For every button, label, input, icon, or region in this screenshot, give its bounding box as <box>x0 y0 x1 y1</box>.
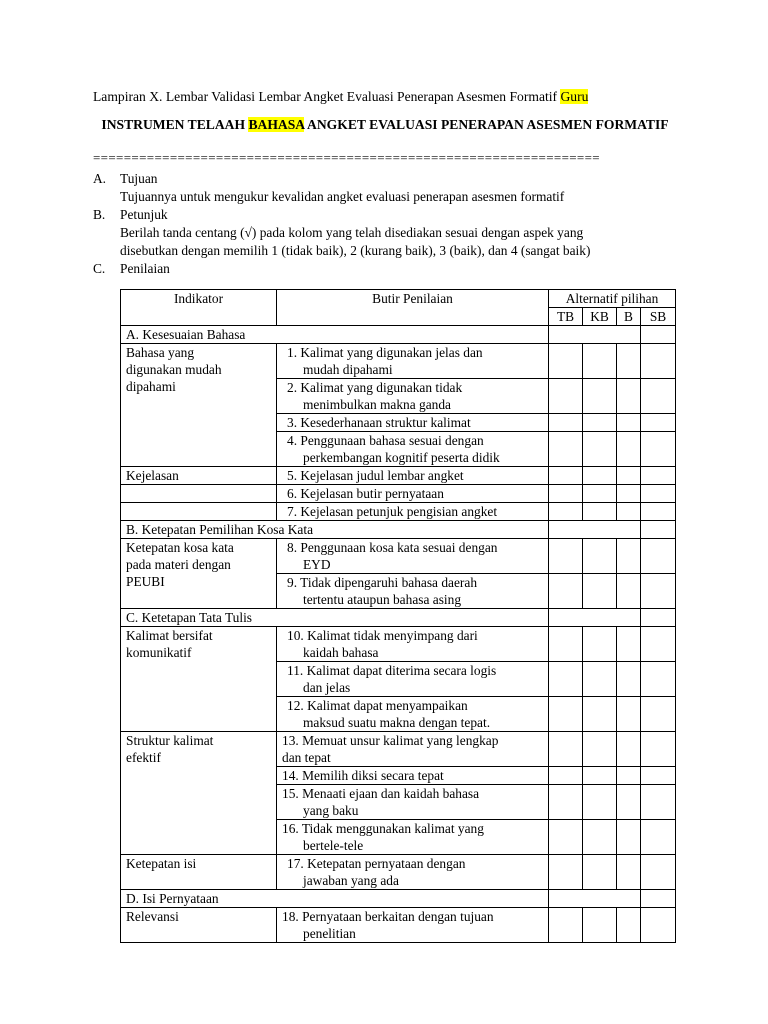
item-4-line1: 4. Penggunaan bahasa sesuai dengan <box>287 433 484 448</box>
item-1-line2: mudah dipahami <box>303 362 393 377</box>
item-2-line2: menimbulkan makna ganda <box>303 397 451 412</box>
item-10 <box>277 627 549 662</box>
option-b: B <box>617 308 641 326</box>
checkbox-15-tb[interactable] <box>549 785 583 820</box>
checkbox-7-b[interactable] <box>617 503 641 521</box>
checkbox-11-kb[interactable] <box>583 662 617 697</box>
option-kb: KB <box>583 308 617 326</box>
checkbox-15-b[interactable] <box>617 785 641 820</box>
checkbox-4-b[interactable] <box>617 432 641 467</box>
item-9-line1: 9. Tidak dipengaruhi bahasa daerah <box>287 575 478 590</box>
section-b-label: B. <box>93 207 106 222</box>
item-15-line2: yang baku <box>303 803 359 818</box>
table-row <box>121 485 676 503</box>
item-12-line1: 12. Kalimat dapat menyampaikan <box>287 698 468 713</box>
checkbox-9-sb[interactable] <box>641 574 676 609</box>
item-11-line1: 11. Kalimat dapat diterima secara logis <box>287 663 497 678</box>
item-11-line2: dan jelas <box>303 680 351 695</box>
item-1 <box>277 344 549 379</box>
table-row <box>121 908 676 943</box>
item-14-line1: 14. Memilih diksi secara tepat <box>282 768 444 783</box>
indikator-efektif-line1: Struktur kalimat <box>126 733 214 748</box>
indikator-relevansi: Relevansi <box>121 908 277 943</box>
section-a-label: A. <box>93 171 107 186</box>
checkbox-5-tb[interactable] <box>549 467 583 485</box>
table-row <box>121 627 676 662</box>
checkbox-13-sb[interactable] <box>641 732 676 767</box>
checkbox-17-kb[interactable] <box>583 855 617 890</box>
indikator-kosakata-line3: PEUBI <box>126 574 165 589</box>
checkbox-15-kb[interactable] <box>583 785 617 820</box>
checkbox-10-kb[interactable] <box>583 627 617 662</box>
item-12 <box>277 697 549 732</box>
indikator-komunikatif-line1: Kalimat bersifat <box>126 628 213 643</box>
checkbox-5-sb[interactable] <box>641 467 676 485</box>
checkbox-2-tb[interactable] <box>549 379 583 414</box>
checkbox-16-tb[interactable] <box>549 820 583 855</box>
checkbox-3-sb[interactable] <box>641 414 676 432</box>
section-c-sb-spacer <box>641 609 676 627</box>
option-sb: SB <box>641 308 676 326</box>
section-a-title: Tujuan <box>120 171 158 186</box>
checkbox-13-b[interactable] <box>617 732 641 767</box>
item-6 <box>277 485 549 503</box>
item-18-line2: penelitian <box>303 926 356 941</box>
item-8-line1: 8. Penggunaan kosa kata sesuai dengan <box>287 540 498 555</box>
checkbox-1-sb[interactable] <box>641 344 676 379</box>
indikator-bahasa-line2: digunakan mudah <box>126 362 222 377</box>
section-b-heading: B. Ketepatan Pemilihan Kosa Kata <box>121 521 549 539</box>
section-a-heading: A. Kesesuaian Bahasa <box>121 326 549 344</box>
checkbox-9-b[interactable] <box>617 574 641 609</box>
checkbox-14-kb[interactable] <box>583 767 617 785</box>
item-4-line2: perkembangan kognitif peserta didik <box>303 450 500 465</box>
section-row-c <box>121 609 676 627</box>
checkbox-10-tb[interactable] <box>549 627 583 662</box>
indikator-kosakata-line2: pada materi dengan <box>126 557 231 572</box>
checkbox-13-kb[interactable] <box>583 732 617 767</box>
checkbox-16-kb[interactable] <box>583 820 617 855</box>
item-18-line1: 18. Pernyataan berkaitan dengan tujuan <box>282 909 494 924</box>
title-highlight: BAHASA <box>248 117 305 132</box>
checkbox-10-sb[interactable] <box>641 627 676 662</box>
checkbox-14-b[interactable] <box>617 767 641 785</box>
assessment-table <box>120 289 676 943</box>
item-15 <box>277 785 549 820</box>
checkbox-5-b[interactable] <box>617 467 641 485</box>
section-b-title: Petunjuk <box>120 207 168 222</box>
item-17-line2: jawaban yang ada <box>303 873 399 888</box>
indikator-empty <box>121 503 277 521</box>
item-3 <box>277 414 549 432</box>
table-header-row <box>121 290 676 308</box>
checkbox-16-sb[interactable] <box>641 820 676 855</box>
item-17 <box>277 855 549 890</box>
indikator-ketepatan-isi: Ketepatan isi <box>121 855 277 890</box>
indikator-kosakata-line1: Ketepatan kosa kata <box>126 540 234 555</box>
indikator-komunikatif <box>121 627 277 732</box>
item-5 <box>277 467 549 485</box>
indikator-empty <box>121 485 277 503</box>
item-17-line1: 17. Ketepatan pernyataan dengan <box>287 856 466 871</box>
item-8-line2: EYD <box>303 557 331 572</box>
checkbox-14-sb[interactable] <box>641 767 676 785</box>
item-16 <box>277 820 549 855</box>
item-14 <box>277 767 549 785</box>
title-part2: ANGKET EVALUASI PENERAPAN ASESMEN FORMATIF <box>307 117 669 132</box>
checkbox-8-b[interactable] <box>617 539 641 574</box>
checkbox-6-tb[interactable] <box>549 485 583 503</box>
lampiran-heading <box>93 88 588 105</box>
section-c-heading: C. Ketetapan Tata Tulis <box>121 609 549 627</box>
checkbox-15-sb[interactable] <box>641 785 676 820</box>
item-3-line1: 3. Kesederhanaan struktur kalimat <box>287 415 471 430</box>
checkbox-3-tb[interactable] <box>549 414 583 432</box>
checkbox-17-b[interactable] <box>617 855 641 890</box>
checkbox-12-kb[interactable] <box>583 697 617 732</box>
checkbox-6-kb[interactable] <box>583 485 617 503</box>
section-row-b <box>121 521 676 539</box>
section-c-label: C. <box>93 261 106 276</box>
checkbox-6-sb[interactable] <box>641 485 676 503</box>
item-2 <box>277 379 549 414</box>
item-18 <box>277 908 549 943</box>
checkbox-1-tb[interactable] <box>549 344 583 379</box>
checkbox-9-kb[interactable] <box>583 574 617 609</box>
item-9-line2: tertentu ataupun bahasa asing <box>303 592 462 607</box>
title-part1: INSTRUMEN TELAAH <box>101 117 246 132</box>
table-row <box>121 503 676 521</box>
checkbox-2-sb[interactable] <box>641 379 676 414</box>
checkbox-1-kb[interactable] <box>583 344 617 379</box>
checkbox-11-sb[interactable] <box>641 662 676 697</box>
item-16-line1: 16. Tidak menggunakan kalimat yang <box>282 821 484 836</box>
checkbox-3-kb[interactable] <box>583 414 617 432</box>
section-a-spacer <box>549 326 641 344</box>
section-b-sb-spacer <box>641 521 676 539</box>
checkbox-1-b[interactable] <box>617 344 641 379</box>
indikator-bahasa-line1: Bahasa yang <box>126 345 195 360</box>
separator-rule: ================================================================== <box>93 150 600 165</box>
item-10-line1: 10. Kalimat tidak menyimpang dari <box>287 628 478 643</box>
item-13-line1: 13. Memuat unsur kalimat yang lengkap <box>282 733 499 748</box>
option-tb: TB <box>549 308 583 326</box>
table-row <box>121 539 676 574</box>
header-butir: Butir Penilaian <box>277 290 549 326</box>
section-c-title: Penilaian <box>120 261 170 276</box>
item-12-line2: maksud suatu makna dengan tepat. <box>303 715 491 730</box>
checkbox-7-sb[interactable] <box>641 503 676 521</box>
checkbox-13-tb[interactable] <box>549 732 583 767</box>
checkbox-4-sb[interactable] <box>641 432 676 467</box>
indikator-kosakata <box>121 539 277 609</box>
item-8 <box>277 539 549 574</box>
checkbox-18-b[interactable] <box>617 908 641 943</box>
section-row-d <box>121 890 676 908</box>
checkbox-9-tb[interactable] <box>549 574 583 609</box>
header-indikator: Indikator <box>121 290 277 326</box>
item-10-line2: kaidah bahasa <box>303 645 379 660</box>
section-c-spacer <box>549 609 641 627</box>
table-row <box>121 467 676 485</box>
lampiran-highlight: Guru <box>560 89 589 104</box>
item-6-line1: 6. Kejelasan butir pernyataan <box>287 486 444 501</box>
indikator-bahasa-line3: dipahami <box>126 379 176 394</box>
section-b-text-1: Berilah tanda centang (√) pada kolom yang telah disediakan sesuai dengan aspek yang <box>120 225 584 240</box>
item-11 <box>277 662 549 697</box>
checkbox-2-b[interactable] <box>617 379 641 414</box>
section-b-text-2: disebutkan dengan memilih 1 (tidak baik), 2 (kurang baik), 3 (baik), dan 4 (sangat baik) <box>120 243 591 258</box>
indikator-efektif-line2: efektif <box>126 750 161 765</box>
indikator-komunikatif-line2: komunikatif <box>126 645 192 660</box>
indikator-efektif <box>121 732 277 855</box>
item-7-line1: 7. Kejelasan petunjuk pengisian angket <box>287 504 498 519</box>
checkbox-8-kb[interactable] <box>583 539 617 574</box>
item-16-line2: bertele-tele <box>303 838 364 853</box>
checkbox-12-b[interactable] <box>617 697 641 732</box>
checkbox-8-tb[interactable] <box>549 539 583 574</box>
item-2-line1: 2. Kalimat yang digunakan tidak <box>287 380 463 395</box>
item-15-line1: 15. Menaati ejaan dan kaidah bahasa <box>282 786 480 801</box>
table-row <box>121 344 676 379</box>
item-1-line1: 1. Kalimat yang digunakan jelas dan <box>287 345 483 360</box>
checkbox-18-tb[interactable] <box>549 908 583 943</box>
checkbox-3-b[interactable] <box>617 414 641 432</box>
section-a-text: Tujuannya untuk mengukur kevalidan angket evaluasi penerapan asesmen formatif <box>120 189 565 204</box>
indikator-kejelasan: Kejelasan <box>121 467 277 485</box>
section-b-spacer <box>549 521 641 539</box>
checkbox-12-sb[interactable] <box>641 697 676 732</box>
table-row <box>121 855 676 890</box>
checkbox-14-tb[interactable] <box>549 767 583 785</box>
section-row-a <box>121 326 676 344</box>
checkbox-2-kb[interactable] <box>583 379 617 414</box>
checkbox-18-kb[interactable] <box>583 908 617 943</box>
lampiran-prefix: Lampiran X. Lembar Validasi Lembar Angket Evaluasi Penerapan Asesmen Formatif <box>93 89 558 104</box>
checkbox-5-kb[interactable] <box>583 467 617 485</box>
checkbox-6-b[interactable] <box>617 485 641 503</box>
checkbox-8-sb[interactable] <box>641 539 676 574</box>
checkbox-17-sb[interactable] <box>641 855 676 890</box>
checkbox-7-tb[interactable] <box>549 503 583 521</box>
item-4 <box>277 432 549 467</box>
header-alternatif: Alternatif pilihan <box>549 290 676 308</box>
item-7 <box>277 503 549 521</box>
item-13 <box>277 732 549 767</box>
checkbox-17-tb[interactable] <box>549 855 583 890</box>
checkbox-4-kb[interactable] <box>583 432 617 467</box>
section-d-sb-spacer <box>641 890 676 908</box>
section-a-sb-spacer <box>641 326 676 344</box>
section-d-heading: D. Isi Pernyataan <box>121 890 549 908</box>
checkbox-16-b[interactable] <box>617 820 641 855</box>
checkbox-12-tb[interactable] <box>549 697 583 732</box>
checkbox-18-sb[interactable] <box>641 908 676 943</box>
table-row <box>121 732 676 767</box>
indikator-bahasa <box>121 344 277 467</box>
checkbox-7-kb[interactable] <box>583 503 617 521</box>
document-title <box>90 116 680 133</box>
checkbox-11-tb[interactable] <box>549 662 583 697</box>
checkbox-4-tb[interactable] <box>549 432 583 467</box>
section-d-spacer <box>549 890 641 908</box>
checkbox-11-b[interactable] <box>617 662 641 697</box>
item-9 <box>277 574 549 609</box>
checkbox-10-b[interactable] <box>617 627 641 662</box>
item-13-line2: dan tepat <box>282 750 331 765</box>
item-5-line1: 5. Kejelasan judul lembar angket <box>287 468 464 483</box>
